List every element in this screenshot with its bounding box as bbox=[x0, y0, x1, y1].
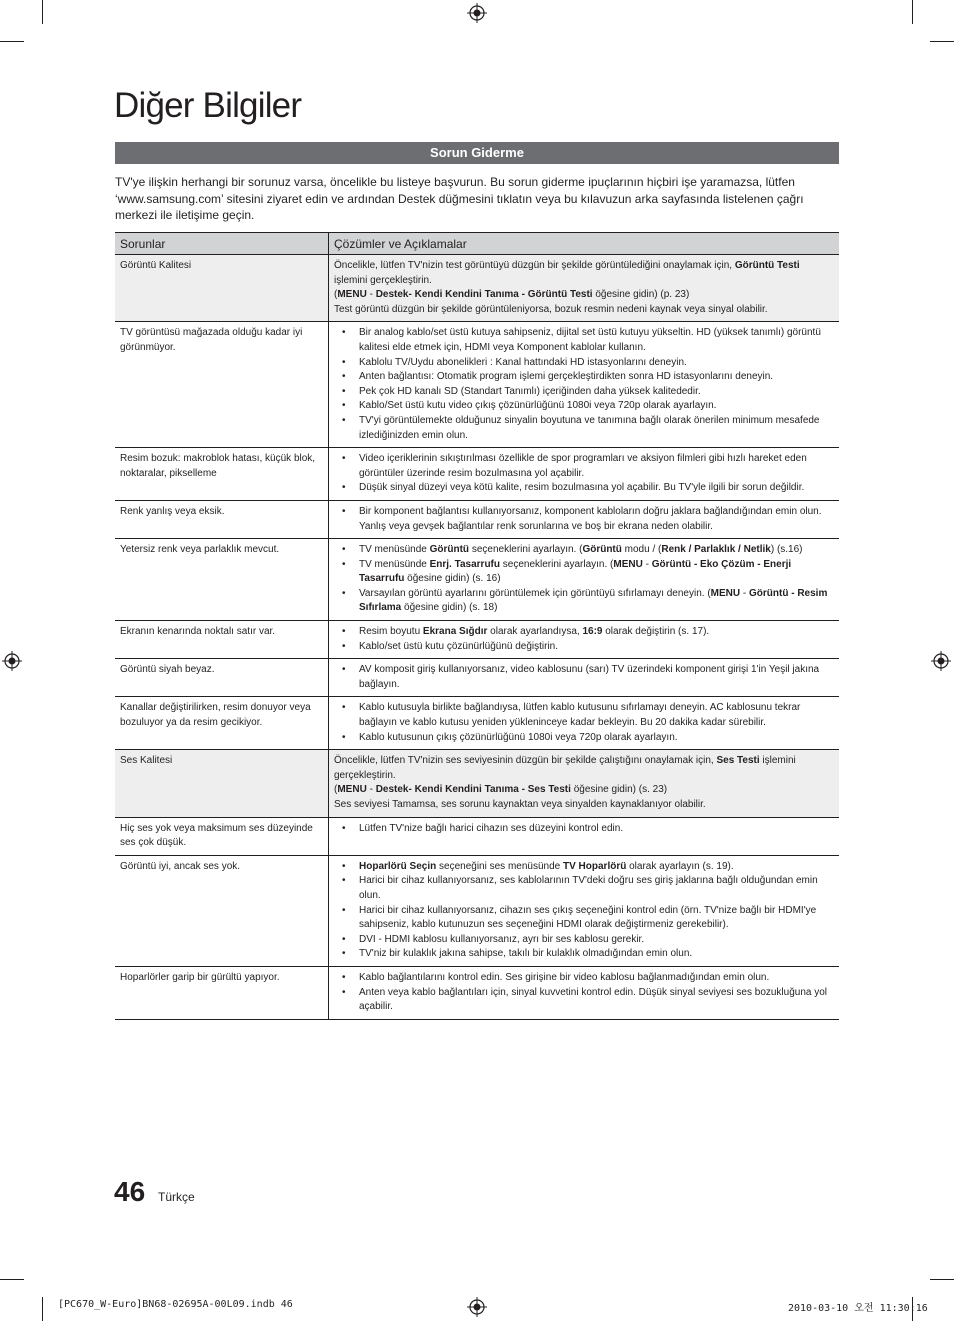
text: seçeneğini ses menüsünde bbox=[436, 860, 563, 872]
text-bold: Ekrana Sığdır bbox=[422, 626, 488, 638]
page-number: 46 bbox=[114, 1176, 146, 1207]
header-problems: Sorunlar bbox=[115, 233, 329, 255]
intro-paragraph: TV'ye ilişkin herhangi bir sorunuz varsa, öncelikle bu listeye başvurun. Bu sorun giderme ipuçlarının hiçbiri işe yaramazsa, lütfen ‘www.samsung.com’ sitesini ziyaret edin ve ardından Destek düğmesini tıklatın veya bu kılavuzun arka sayfasında listelenen çağrı merkezi ile iletişime geçin. bbox=[115, 175, 804, 222]
text-bold: Hoparlörü Seçin bbox=[359, 860, 437, 872]
solution-cell bbox=[329, 966, 840, 1019]
list-item: • Kablolu TV/Uydu abonelikleri : Kanal hattındaki HD istasyonlarını deneyin. bbox=[334, 356, 834, 371]
text: ( bbox=[334, 289, 338, 301]
registration-target-icon bbox=[467, 1297, 487, 1317]
text: - bbox=[366, 784, 376, 796]
registration-target-icon bbox=[931, 651, 951, 671]
solution-cell bbox=[329, 855, 840, 966]
solution-cell bbox=[329, 255, 840, 322]
list-item: • Anten veya kablo bağlantıları için, sinyal kuvvetini kontrol edin. Düşük sinyal seviyesi ses bozukluğuna yol açabilir. bbox=[334, 986, 834, 1015]
list-item: • Kablo kutusunun çıkış çözünürlüğünü 1080i veya 720p olarak ayarlayın. bbox=[334, 731, 834, 746]
table-row bbox=[115, 500, 839, 538]
text-bold: Enrj. Tasarrufu bbox=[429, 558, 500, 570]
text: modu / ( bbox=[621, 544, 662, 556]
text-bold: Görüntü - Resim Sıfırlama bbox=[359, 587, 828, 614]
text-bold: 16:9 bbox=[582, 626, 603, 638]
list-item: • Harici bir cihaz kullanıyorsanız, cihazın ses çıkış seçeneğini kontrol edin (örn. TV'nize bağlı bir HDMI'ye sahipseniz, kablo kutunuzun ses seçeneğini HDMI olarak değiştirmeniz gerekebilir). bbox=[334, 904, 834, 933]
table-row bbox=[115, 448, 839, 501]
text: seçeneklerini ayarlayın. ( bbox=[500, 558, 614, 570]
table-row bbox=[115, 539, 839, 621]
solution-cell bbox=[329, 539, 840, 621]
table-row bbox=[115, 659, 839, 697]
text: - bbox=[366, 289, 376, 301]
solution-cell bbox=[329, 322, 840, 448]
solution-cell bbox=[329, 817, 840, 855]
text: öğesine gidin) (s. 16) bbox=[404, 573, 501, 585]
header-solutions: Çözümler ve Açıklamalar bbox=[329, 233, 840, 255]
section-title: Sorun Giderme bbox=[115, 142, 839, 164]
problem-cell: Resim bozuk: makroblok hatası, küçük blok, noktaralar, pikselleme bbox=[115, 448, 329, 501]
list-item: • Düşük sinyal düzeyi veya kötü kalite, resim bozulmasına yol açabilir. Bu TV'yle ilgili bir sorun değildir. bbox=[334, 481, 834, 496]
footer-date: 2010-03-10 오전 11:30:16 bbox=[788, 1303, 928, 1314]
table-row bbox=[115, 621, 839, 659]
problem-cell: Ses Kalitesi bbox=[115, 750, 329, 817]
text-bold: Görüntü bbox=[582, 544, 622, 556]
text-bold: Görüntü Testi bbox=[734, 260, 800, 271]
solution-cell bbox=[329, 659, 840, 697]
list-item: • TV'yi görüntülemekte olduğunuz sinyalin boyutuna ve tanımına bağlı olarak önerilen minimum mesafede izlediğinizden emin olun. bbox=[334, 414, 834, 443]
table-row bbox=[115, 966, 839, 1019]
solution-cell bbox=[329, 697, 840, 750]
solution-cell bbox=[329, 750, 840, 817]
crop-mark bbox=[42, 1297, 43, 1321]
text: - bbox=[740, 587, 750, 599]
problem-cell: Yetersiz renk veya parlaklık mevcut. bbox=[115, 539, 329, 621]
troubleshooting-table bbox=[115, 232, 839, 1020]
text: ( bbox=[334, 784, 338, 796]
text: Resim boyutu bbox=[359, 626, 423, 638]
solution-cell bbox=[329, 448, 840, 501]
table-row bbox=[115, 255, 839, 322]
footer-file-info: [PC670_W-Euro]BN68-02695A-00L09.indb 46 bbox=[58, 1299, 293, 1310]
text: TV menüsünde bbox=[359, 558, 430, 570]
crop-mark bbox=[42, 0, 43, 24]
text-bold: MENU bbox=[337, 289, 367, 301]
text-bold: Renk / Parlaklık / Netlik bbox=[661, 544, 771, 556]
text: ) (s.16) bbox=[770, 544, 803, 556]
list-item: • Lütfen TV'nize bağlı harici cihazın ses düzeyini kontrol edin. bbox=[334, 822, 834, 837]
table-header-row bbox=[115, 233, 839, 255]
text: Öncelikle, lütfen TV'nizin test görüntüyü düzgün bir şekilde görüntülediğini onaylamak için, bbox=[334, 260, 735, 271]
text: Varsayılan görüntü ayarlarını görüntülemek için görüntüyü sıfırlamayı deneyin. ( bbox=[359, 587, 711, 599]
text-bold: MENU bbox=[710, 587, 741, 599]
problem-cell: Ekranın kenarında noktalı satır var. bbox=[115, 621, 329, 659]
problem-cell: Görüntü iyi, ancak ses yok. bbox=[115, 855, 329, 966]
table-row bbox=[115, 322, 839, 448]
list-item: • Bir analog kablo/set üstü kutuya sahipseniz, dijital set üstü kutuyu yükseltin. HD (yüksek tanımlı) görüntü kalitesi elde etmek için, HDMI veya Komponent kablolar kullanın. bbox=[334, 326, 834, 355]
text-bold: MENU bbox=[613, 558, 643, 570]
table-row bbox=[115, 750, 839, 817]
text-bold: Destek- Kendi Kendini Tanıma - Görüntü Testi bbox=[375, 289, 593, 301]
list-item: • Video içeriklerinin sıkıştırılması özellikle de spor programları ve aksiyon filmleri gibi hızlı hareket eden görüntüler üzerinde resim bozulmasına yol açabilir. bbox=[334, 452, 834, 481]
text: olarak ayarlandıysa, bbox=[487, 626, 583, 638]
problem-cell: Hoparlörler garip bir gürültü yapıyor. bbox=[115, 966, 329, 1019]
page-language: Türkçe bbox=[158, 1190, 195, 1204]
text-bold: Görüntü bbox=[429, 544, 470, 556]
text: olarak ayarlayın (s. 19). bbox=[626, 860, 734, 872]
registration-target-icon bbox=[467, 3, 487, 23]
problem-cell: Hiç ses yok veya maksimum ses düzeyinde ses çok düşük. bbox=[115, 817, 329, 855]
crop-mark bbox=[930, 1279, 954, 1280]
text: işlemini gerçekleştirin. bbox=[334, 755, 796, 781]
list-item bbox=[334, 860, 834, 875]
text: Öncelikle, lütfen TV'nizin ses seviyesinin düzgün bir şekilde çalıştığını onaylamak için, bbox=[334, 755, 717, 767]
crop-mark bbox=[0, 41, 24, 42]
list-item: • Kablo/set üstü kutu çözünürlüğünü değiştirin. bbox=[334, 640, 834, 655]
text-bold: TV Hoparlörü bbox=[563, 860, 627, 872]
text: olarak değiştirin (s. 17). bbox=[602, 626, 710, 638]
text: öğesine gidin) (p. 23) bbox=[592, 289, 690, 301]
list-item bbox=[334, 558, 834, 587]
list-item: • Kablo kutusuyla birlikte bağlandıysa, lütfen kablo kutusunu sıfırlamayı deneyin. AC kablosunu tekrar bağlayın ve kablo kutusu yeniden yükleninceye kadar bekleyin. Bu 20 dakika kadar sürebilir. bbox=[334, 701, 834, 730]
list-item: • Anten bağlantısı: Otomatik program işlemi gerçekleştirdikten sonra HD istasyonlarını deneyin. bbox=[334, 370, 834, 385]
text: Test görüntü düzgün bir şekilde görüntüleniyorsa, bozuk resmin nedeni kaynak veya sinyal olabilir. bbox=[334, 303, 768, 315]
text: öğesine gidin) (s. 23) bbox=[570, 784, 668, 796]
text: Ses seviyesi Tamamsa, ses sorunu kaynaktan veya sinyalden kaynaklanıyor olabilir. bbox=[334, 799, 706, 810]
crop-mark bbox=[0, 1279, 24, 1280]
list-item: • AV komposit giriş kullanıyorsanız, video kablosunu (sarı) TV üzerindeki komponent girişi 1'in Yeşil jakına bağlayın. bbox=[334, 663, 834, 692]
crop-mark bbox=[930, 41, 954, 42]
text: işlemini gerçekleştirin. bbox=[334, 274, 432, 286]
list-item: • DVI - HDMI kablosu kullanıyorsanız, ayrı bir ses kablosu gerekir. bbox=[334, 933, 834, 948]
list-item: • TV'niz bir kulaklık jakına sahipse, takılı bir kulaklık olmadığından emin olun. bbox=[334, 947, 834, 962]
list-item bbox=[334, 625, 834, 640]
table-row bbox=[115, 697, 839, 750]
text-bold: Destek- Kendi Kendini Tanıma - Ses Testi bbox=[375, 784, 571, 796]
page-title: Diğer Bilgiler bbox=[114, 86, 302, 125]
list-item: • Kablo bağlantılarını kontrol edin. Ses girişine bir video kablosu bağlanmadığından emin olun. bbox=[334, 971, 834, 986]
text-bold: Görüntü - Eko Çözüm - Enerji Tasarrufu bbox=[359, 558, 792, 585]
text-bold: Ses Testi bbox=[716, 755, 760, 767]
text: öğesine gidin) (s. 18) bbox=[401, 602, 498, 614]
text-bold: MENU bbox=[337, 784, 367, 796]
table-row bbox=[115, 817, 839, 855]
solution-cell bbox=[329, 621, 840, 659]
registration-target-icon bbox=[2, 651, 22, 671]
problem-cell: TV görüntüsü mağazada olduğu kadar iyi görünmüyor. bbox=[115, 322, 329, 448]
problem-cell: Görüntü Kalitesi bbox=[115, 255, 329, 322]
problem-cell: Kanallar değiştirilirken, resim donuyor veya bozuluyor ya da resim gecikiyor. bbox=[115, 697, 329, 750]
list-item: • Bir komponent bağlantısı kullanıyorsanız, komponent kabloların doğru jaklara bağlandığından emin olun. Yanlış veya gevşek bağlantılar renk sorunlarına ve boş bir ekrana neden olabilir. bbox=[334, 505, 834, 534]
text: TV menüsünde bbox=[359, 544, 430, 556]
crop-mark bbox=[912, 0, 913, 24]
text: - bbox=[642, 558, 652, 570]
list-item: • Kablo/Set üstü kutu video çıkış çözünürlüğünü 1080i veya 720p olarak ayarlayın. bbox=[334, 399, 834, 414]
problem-cell: Görüntü siyah beyaz. bbox=[115, 659, 329, 697]
list-item: • Harici bir cihaz kullanıyorsanız, ses kablolarının TV'deki doğru ses giriş jaklarına bağlı olduğundan emin olun. bbox=[334, 874, 834, 903]
text: seçeneklerini ayarlayın. ( bbox=[469, 544, 583, 556]
solution-cell bbox=[329, 500, 840, 538]
problem-cell: Renk yanlış veya eksik. bbox=[115, 500, 329, 538]
list-item bbox=[334, 587, 834, 616]
list-item: • Pek çok HD kanalı SD (Standart Tanımlı) içeriğinden daha yüksek kalitededir. bbox=[334, 385, 834, 400]
list-item bbox=[334, 543, 834, 558]
table-row bbox=[115, 855, 839, 966]
